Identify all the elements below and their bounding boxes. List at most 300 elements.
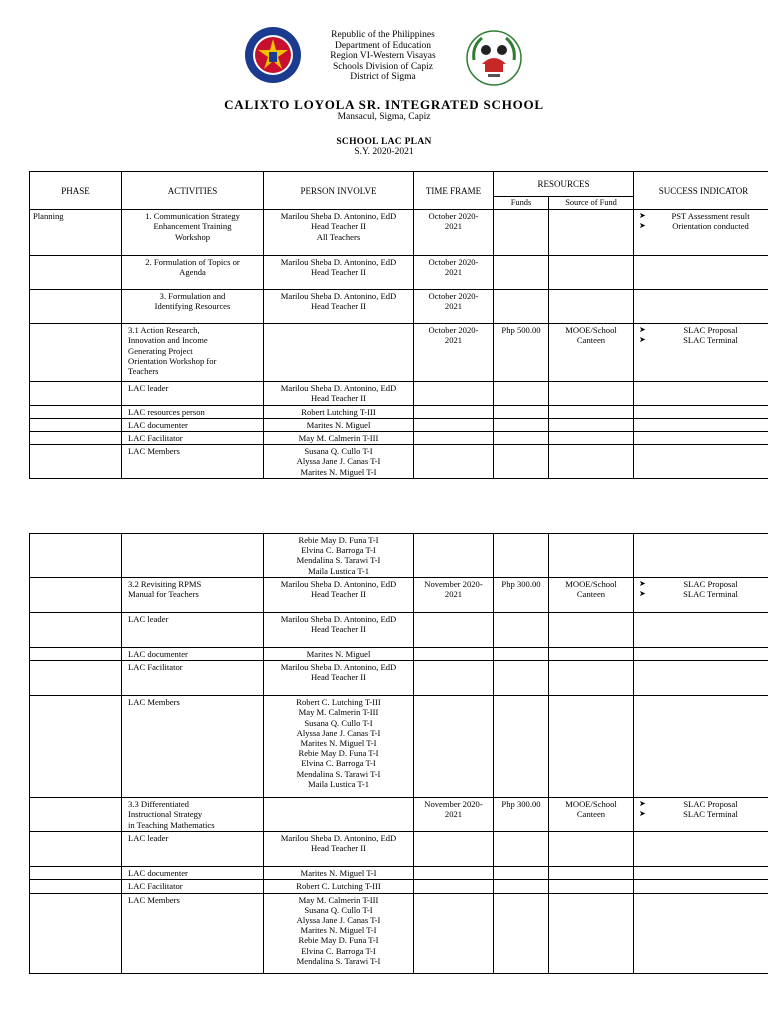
cell-line: May M. Calmerin T-III [298, 707, 379, 718]
cell-line: Susana Q. Cullo T-I [304, 446, 373, 457]
cell-line: Head Teacher II [310, 624, 367, 635]
cell-line: October 2020- [428, 325, 479, 336]
cell-success-indicator [634, 613, 768, 648]
cell-source-of-fund [549, 661, 634, 696]
cell-line: LAC Members [128, 894, 180, 905]
cell-line: Alyssa Jane J. Canas T-I [296, 915, 381, 926]
cell-line: Marites N. Miguel [306, 649, 371, 659]
indicator-text: SLAC Proposal [683, 325, 738, 336]
cell-line: Mendalina S. Tarawi T-I [296, 555, 381, 566]
cell-activity [122, 578, 264, 613]
agency-line: Region VI-Western Visayas [330, 51, 436, 61]
arrow-bullet-icon: ➤ [639, 809, 646, 819]
cell-success-indicator [634, 445, 768, 479]
cell-funds: Php 500.00 [494, 324, 549, 382]
cell-time-frame [414, 382, 494, 405]
cell-line: Marilou Sheba D. Antonino, EdD [280, 383, 397, 394]
cell-line: 2021 [444, 589, 463, 600]
table-body [30, 210, 768, 479]
table-row [30, 405, 768, 418]
header-time-frame: TIME FRAME [414, 172, 494, 210]
cell-time-frame [414, 696, 494, 798]
table-row [30, 418, 768, 431]
cell-person-involve [264, 534, 414, 578]
cell-activity [122, 432, 264, 445]
cell-person-involve [264, 256, 414, 290]
cell-funds [494, 405, 549, 418]
cell-line: Susana Q. Cullo T-I [304, 904, 373, 915]
cell-success-indicator [634, 210, 768, 256]
cell-source-of-fund [549, 534, 634, 578]
cell-activity [122, 696, 264, 798]
indicator-text: Orientation conducted [672, 221, 749, 232]
cell-line: Elvina C. Barroga T-I [301, 545, 376, 556]
cell-activity [122, 880, 264, 893]
table-row [30, 832, 768, 867]
cell-line: LAC leader [128, 383, 169, 394]
cell-person-involve [264, 867, 414, 880]
cell-source-of-fund [549, 418, 634, 431]
table-row [30, 256, 768, 290]
cell-line: Canteen [576, 589, 606, 600]
cell-line: October 2020- [428, 257, 479, 268]
cell-phase [30, 893, 122, 973]
header-source-of-fund: Source of Fund [549, 197, 634, 210]
cell-source-of-fund [549, 880, 634, 893]
cell-line: Head Teacher II [310, 843, 367, 854]
cell-line: November 2020- [424, 579, 483, 589]
cell-activity [122, 893, 264, 973]
cell-person-involve [264, 832, 414, 867]
cell-time-frame [414, 418, 494, 431]
cell-source-of-fund [549, 696, 634, 798]
cell-line: Elvina C. Barroga T-I [301, 758, 376, 769]
cell-person-involve [264, 445, 414, 479]
cell-phase [30, 867, 122, 880]
cell-line: LAC leader [128, 614, 169, 624]
cell-phase [30, 613, 122, 648]
cell-activity [122, 290, 264, 324]
cell-time-frame [414, 867, 494, 880]
header-success-indicator: SUCCESS INDICATOR [634, 172, 768, 210]
cell-funds [494, 613, 549, 648]
cell-source-of-fund [549, 432, 634, 445]
cell-line: LAC documenter [128, 649, 188, 659]
school-address: Mansacul, Sigma, Capiz [337, 112, 431, 122]
cell-line: 3. Formulation and [159, 291, 226, 302]
cell-line: MOOE/School [565, 579, 617, 589]
table-row [30, 290, 768, 324]
table-row [30, 661, 768, 696]
cell-line: 2021 [444, 809, 463, 820]
table-row [30, 867, 768, 880]
cell-line: LAC resources person [128, 406, 205, 417]
cell-line: November 2020- [424, 799, 483, 810]
cell-line: LAC Facilitator [128, 662, 183, 673]
cell-person-involve [264, 405, 414, 418]
cell-line: Rebie May D. Funa T-I [298, 935, 379, 946]
cell-activity [122, 382, 264, 405]
cell-funds [494, 893, 549, 973]
cell-line: 3.3 Differentiated [128, 799, 189, 810]
indicator-text: SLAC Proposal [683, 799, 738, 810]
cell-time-frame [414, 613, 494, 648]
table-row [30, 432, 768, 445]
table-row [30, 696, 768, 798]
lac-plan-table-page-2 [29, 533, 768, 974]
cell-funds [494, 867, 549, 880]
cell-source-of-fund [549, 832, 634, 867]
cell-success-indicator [634, 405, 768, 418]
cell-person-involve [264, 210, 414, 256]
cell-line: Marilou Sheba D. Antonino, EdD [280, 833, 397, 844]
cell-line: 2021 [444, 335, 463, 346]
header-phase: PHASE [30, 172, 122, 210]
cell-line: Workshop [174, 231, 211, 242]
cell-person-involve [264, 432, 414, 445]
table-row [30, 210, 768, 256]
cell-line: Elvina C. Barroga T-I [301, 945, 376, 956]
cell-funds [494, 696, 549, 798]
cell-line: Orientation Workshop for [128, 355, 217, 366]
cell-line: All Teachers [316, 231, 361, 242]
cell-source-of-fund [549, 798, 634, 832]
cell-line: LAC Facilitator [128, 433, 183, 444]
cell-line: Teachers [128, 366, 159, 377]
cell-line: Marilou Sheba D. Antonino, EdD [280, 211, 397, 222]
cell-line: May M. Calmerin T-III [298, 433, 379, 444]
cell-line: LAC Members [128, 697, 180, 708]
cell-success-indicator [634, 880, 768, 893]
cell-line: Marites N. Miguel T-I [300, 466, 377, 477]
cell-activity [122, 210, 264, 256]
cell-source-of-fund [549, 867, 634, 880]
cell-funds [494, 210, 549, 256]
table-row [30, 798, 768, 832]
indicator-text: PST Assessment result [671, 211, 750, 222]
cell-time-frame [414, 832, 494, 867]
cell-funds: Php 300.00 [494, 798, 549, 832]
cell-phase [30, 696, 122, 798]
cell-success-indicator [634, 867, 768, 880]
cell-source-of-fund [549, 648, 634, 661]
cell-line: Head Teacher II [310, 221, 367, 232]
cell-success-indicator [634, 832, 768, 867]
cell-line: Generating Project [128, 345, 193, 356]
cell-line: in Teaching Mathematics [128, 819, 215, 830]
cell-phase [30, 880, 122, 893]
cell-funds [494, 832, 549, 867]
cell-line: Mendalina S. Tarawi T-I [296, 955, 381, 966]
cell-line: Marites N. Miguel T-I [300, 925, 377, 936]
cell-line: Canteen [576, 809, 606, 820]
cell-line: LAC Members [128, 446, 180, 457]
cell-source-of-fund [549, 256, 634, 290]
indicator-item [637, 799, 768, 809]
document-header [0, 0, 768, 180]
arrow-bullet-icon: ➤ [639, 211, 646, 221]
cell-time-frame [414, 210, 494, 256]
cell-line: Agenda [179, 267, 206, 278]
cell-activity [122, 445, 264, 479]
cell-phase [30, 418, 122, 431]
cell-line: Alyssa Jane J. Canas T-I [296, 456, 381, 467]
cell-time-frame [414, 661, 494, 696]
cell-line: Head Teacher II [310, 672, 367, 683]
cell-funds [494, 445, 549, 479]
cell-person-involve [264, 696, 414, 798]
cell-line: Alyssa Jane J. Canas T-I [296, 727, 381, 738]
cell-line: LAC leader [128, 833, 169, 844]
cell-time-frame [414, 445, 494, 479]
agency-line: Schools Division of Capiz [332, 61, 433, 72]
cell-line: Head Teacher II [310, 589, 367, 600]
cell-person-involve [264, 880, 414, 893]
cell-person-involve [264, 613, 414, 648]
cell-activity [122, 832, 264, 867]
cell-time-frame [414, 324, 494, 382]
cell-success-indicator [634, 534, 768, 578]
arrow-bullet-icon: ➤ [639, 335, 646, 345]
cell-line: Marites N. Miguel [306, 419, 371, 430]
cell-success-indicator [634, 382, 768, 405]
cell-source-of-fund [549, 324, 634, 382]
cell-time-frame [414, 893, 494, 973]
cell-success-indicator [634, 798, 768, 832]
cell-source-of-fund [549, 445, 634, 479]
cell-phase [30, 256, 122, 290]
cell-activity [122, 324, 264, 382]
cell-person-involve [264, 382, 414, 405]
cell-funds [494, 534, 549, 578]
cell-source-of-fund [549, 613, 634, 648]
indicator-item [637, 809, 768, 819]
cell-person-involve [264, 324, 414, 382]
cell-line: May M. Calmerin T-III [298, 894, 379, 905]
indicator-text: SLAC Terminal [683, 335, 738, 346]
cell-person-involve [264, 578, 414, 613]
cell-time-frame [414, 798, 494, 832]
cell-line: Rebie May D. Funa T-I [298, 535, 379, 545]
deped-seal-icon [244, 26, 302, 84]
cell-line: Marilou Sheba D. Antonino, EdD [280, 257, 397, 268]
cell-line: Marilou Sheba D. Antonino, EdD [280, 579, 397, 589]
cell-activity [122, 534, 264, 578]
table-row [30, 382, 768, 405]
arrow-bullet-icon: ➤ [639, 799, 646, 809]
cell-source-of-fund [549, 290, 634, 324]
plan-title: SCHOOL LAC PLAN [336, 137, 432, 147]
cell-funds [494, 418, 549, 431]
cell-funds [494, 290, 549, 324]
table-row [30, 880, 768, 893]
cell-line: Marilou Sheba D. Antonino, EdD [280, 614, 397, 624]
cell-line: Robert C. Lutching T-III [296, 697, 381, 708]
cell-funds [494, 648, 549, 661]
cell-person-involve [264, 290, 414, 324]
cell-line: 2021 [444, 221, 463, 232]
indicator-item [637, 579, 768, 589]
cell-time-frame [414, 432, 494, 445]
cell-person-involve [264, 798, 414, 832]
cell-line: Head Teacher II [310, 267, 367, 278]
cell-line: 1. Communication Strategy [145, 211, 240, 222]
cell-line: Robert C. Lutching T-III [296, 881, 381, 892]
school-year: S.Y. 2020-2021 [354, 147, 414, 157]
cell-phase [30, 290, 122, 324]
cell-line: Marites N. Miguel T-I [300, 738, 377, 749]
cell-funds [494, 382, 549, 405]
agency-line: District of Sigma [350, 72, 416, 82]
cell-time-frame [414, 880, 494, 893]
cell-person-involve [264, 893, 414, 973]
agency-line: Department of Education [334, 40, 432, 51]
cell-line: October 2020- [428, 211, 479, 222]
cell-person-involve [264, 648, 414, 661]
cell-success-indicator [634, 648, 768, 661]
cell-success-indicator [634, 432, 768, 445]
cell-source-of-fund [549, 578, 634, 613]
cell-phase [30, 324, 122, 382]
indicator-item [637, 221, 768, 231]
cell-phase: Planning [30, 210, 122, 256]
table-row [30, 534, 768, 578]
indicator-text: SLAC Terminal [683, 589, 738, 600]
header-activities: ACTIVITIES [122, 172, 264, 210]
arrow-bullet-icon: ➤ [639, 579, 646, 588]
cell-success-indicator [634, 661, 768, 696]
cell-time-frame [414, 405, 494, 418]
cell-success-indicator [634, 290, 768, 324]
cell-phase [30, 382, 122, 405]
cell-line: Robert Lutching T-III [301, 406, 376, 417]
cell-time-frame [414, 648, 494, 661]
cell-line: Head Teacher II [310, 301, 367, 312]
cell-phase [30, 445, 122, 479]
cell-success-indicator [634, 696, 768, 798]
cell-source-of-fund [549, 210, 634, 256]
cell-line: Marites N. Miguel T-I [300, 868, 377, 879]
cell-phase [30, 798, 122, 832]
arrow-bullet-icon: ➤ [639, 221, 646, 231]
cell-line: October 2020- [428, 291, 479, 302]
cell-phase [30, 661, 122, 696]
agency-lines [300, 30, 466, 83]
cell-activity [122, 798, 264, 832]
cell-time-frame [414, 578, 494, 613]
cell-activity [122, 256, 264, 290]
table-row [30, 578, 768, 613]
cell-line: Enhancement Training [153, 221, 232, 232]
cell-funds [494, 432, 549, 445]
cell-line: LAC documenter [128, 868, 188, 879]
arrow-bullet-icon: ➤ [639, 325, 646, 335]
cell-line: Marilou Sheba D. Antonino, EdD [280, 291, 397, 302]
table-body [30, 534, 768, 974]
cell-phase [30, 648, 122, 661]
indicator-text: SLAC Proposal [683, 579, 738, 589]
indicator-item [637, 589, 768, 599]
cell-line: MOOE/School [565, 325, 617, 336]
cell-activity [122, 418, 264, 431]
cell-source-of-fund [549, 405, 634, 418]
cell-funds [494, 880, 549, 893]
cell-line: Rebie May D. Funa T-I [298, 748, 379, 759]
cell-activity [122, 613, 264, 648]
cell-line: 2021 [444, 301, 463, 312]
school-name: CALIXTO LOYOLA SR. INTEGRATED SCHOOL [224, 97, 544, 112]
cell-funds: Php 300.00 [494, 578, 549, 613]
cell-activity [122, 648, 264, 661]
lac-plan-table-page-1 [29, 171, 768, 479]
table-row [30, 648, 768, 661]
header-funds: Funds [494, 197, 549, 210]
cell-line: 3.2 Revisiting RPMS [128, 579, 202, 589]
cell-phase [30, 432, 122, 445]
table-row [30, 613, 768, 648]
agency-line: Republic of the Philippines [331, 30, 435, 40]
arrow-bullet-icon: ➤ [639, 589, 646, 599]
cell-time-frame [414, 256, 494, 290]
table-row [30, 893, 768, 973]
cell-phase [30, 405, 122, 418]
cell-phase [30, 832, 122, 867]
cell-line: Mendalina S. Tarawi T-I [296, 768, 381, 779]
cell-line: 2. Formulation of Topics or [145, 257, 240, 268]
cell-source-of-fund [549, 893, 634, 973]
cell-phase [30, 578, 122, 613]
cell-line: Maila Lustica T-1 [307, 778, 370, 789]
cell-line: Maila Lustica T-1 [307, 565, 370, 576]
cell-activity [122, 661, 264, 696]
cell-line: Marilou Sheba D. Antonino, EdD [280, 662, 397, 673]
cell-activity [122, 867, 264, 880]
indicator-text: SLAC Terminal [683, 809, 738, 820]
cell-phase [30, 534, 122, 578]
cell-line: Innovation and Income [128, 335, 208, 346]
cell-time-frame [414, 534, 494, 578]
table-row [30, 445, 768, 479]
cell-activity [122, 405, 264, 418]
cell-funds [494, 256, 549, 290]
cell-line: 3.1 Action Research, [128, 325, 200, 336]
cell-person-involve [264, 418, 414, 431]
cell-line: MOOE/School [565, 799, 617, 810]
cell-line: Head Teacher II [310, 393, 367, 404]
indicator-item [637, 211, 768, 221]
cell-line: Identifying Resources [154, 301, 231, 312]
cell-success-indicator [634, 256, 768, 290]
cell-success-indicator [634, 893, 768, 973]
cell-time-frame [414, 290, 494, 324]
cell-source-of-fund [549, 382, 634, 405]
cell-line: LAC documenter [128, 419, 188, 430]
indicator-item [637, 325, 768, 335]
cell-line: LAC Facilitator [128, 881, 183, 892]
header-resources: RESOURCES [494, 172, 634, 197]
school-seal-icon [466, 30, 522, 86]
cell-success-indicator [634, 578, 768, 613]
table-row [30, 324, 768, 382]
cell-line: Manual for Teachers [128, 589, 199, 600]
cell-funds [494, 661, 549, 696]
indicator-item [637, 335, 768, 345]
cell-line: 2021 [444, 267, 463, 278]
cell-line: Instructional Strategy [128, 809, 203, 820]
cell-success-indicator [634, 324, 768, 382]
cell-line: Canteen [576, 335, 606, 346]
cell-success-indicator [634, 418, 768, 431]
